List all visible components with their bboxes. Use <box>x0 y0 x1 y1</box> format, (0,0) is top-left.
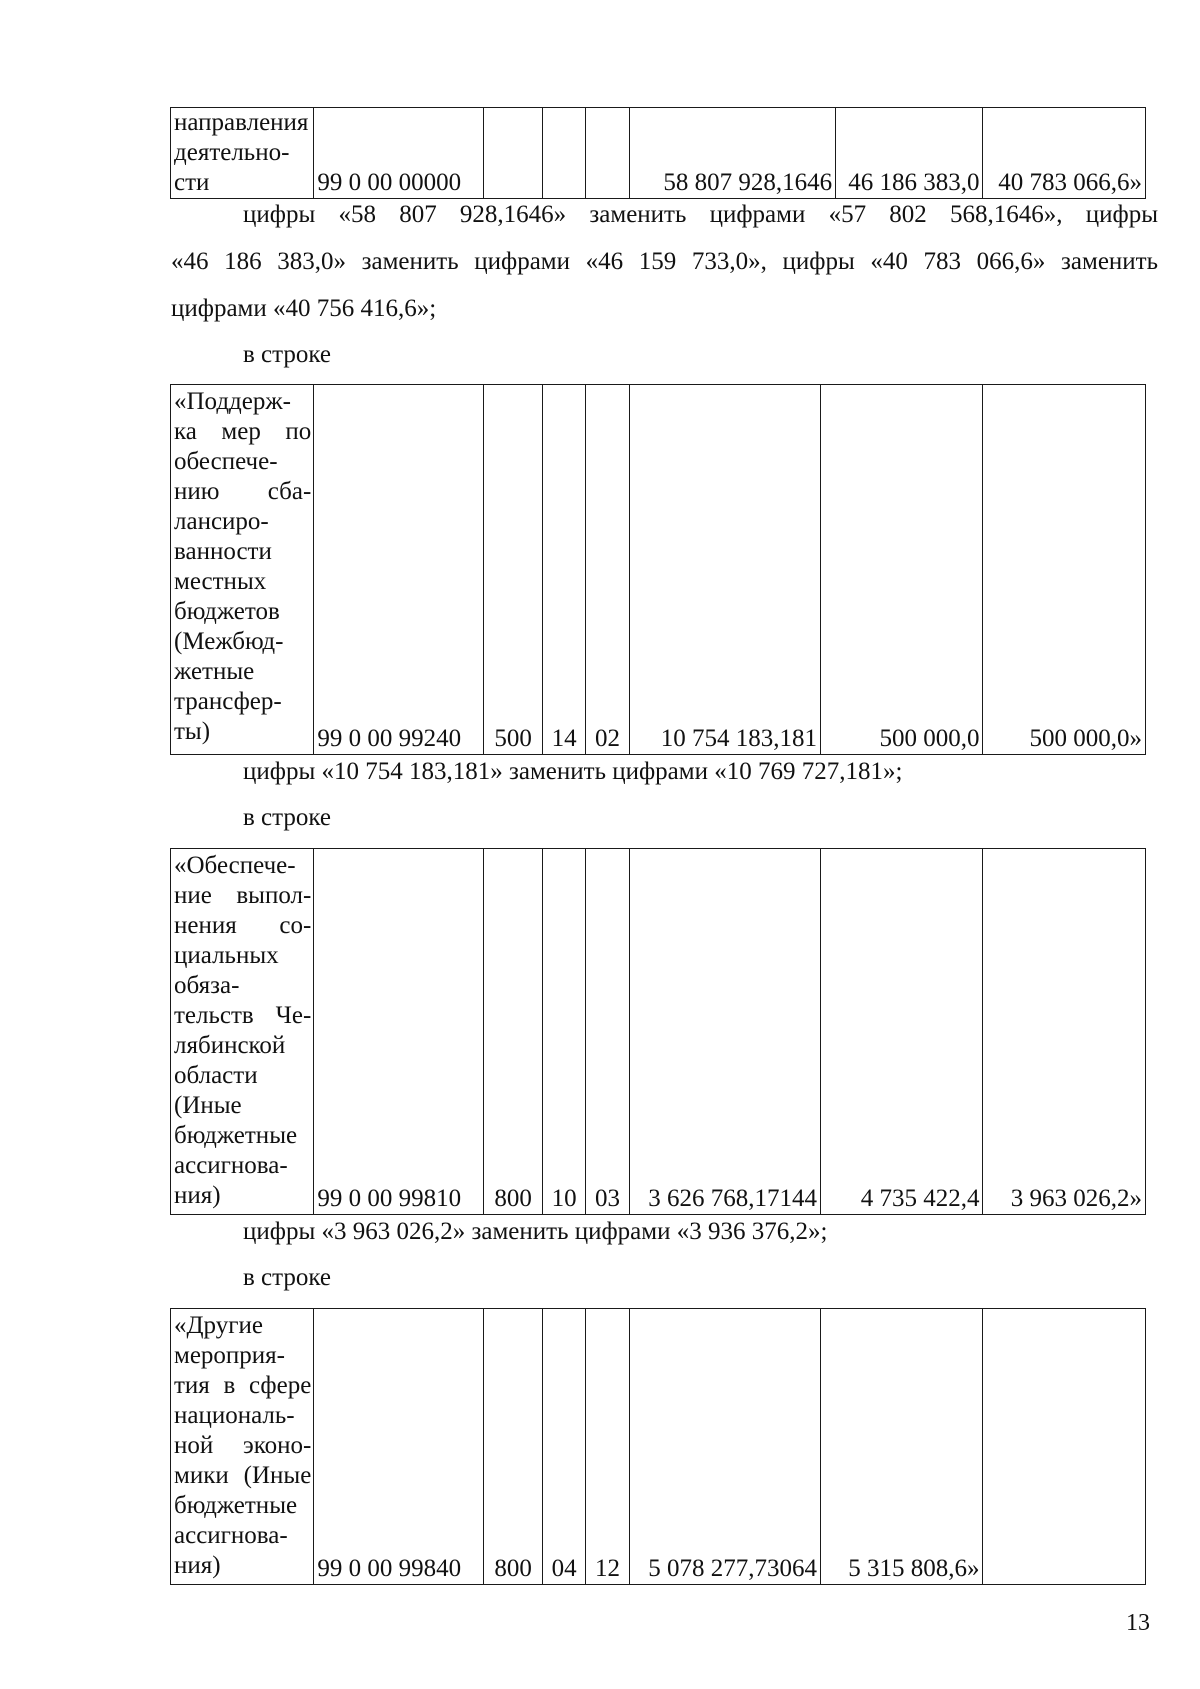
subsection-cell: 12 <box>585 1309 629 1585</box>
row-name-line: «Поддерж- <box>174 388 291 415</box>
section-cell: 14 <box>543 385 585 755</box>
amount-year3-cell: 500 000,0» <box>983 385 1146 755</box>
in-row-label: в строке <box>243 804 332 831</box>
row-name-line: жетные <box>174 658 255 685</box>
row-name-line: бюджетов <box>174 598 280 625</box>
section-cell <box>543 108 585 199</box>
expense-type-cell <box>483 108 543 199</box>
row-name-line: «Обеспече- <box>174 852 296 879</box>
in-row-label: в строке <box>243 341 332 368</box>
amount-year2-cell: 46 186 383,0 <box>836 108 983 199</box>
section-cell: 04 <box>543 1309 585 1585</box>
row-name-line: нию сба- <box>174 478 312 505</box>
row-name-line: сти <box>174 169 210 196</box>
row-name-line: лябинской <box>174 1032 286 1059</box>
row-name-line: (Иные <box>174 1092 242 1119</box>
in-row-label: в строке <box>243 1264 332 1291</box>
row-name-line: нения со- <box>174 912 312 939</box>
page-number: 13 <box>1126 1610 1150 1636</box>
row-name-line: националь- <box>174 1402 295 1429</box>
target-code-cell: 99 0 00 99810 <box>314 849 484 1215</box>
row-name-line: мики (Иные <box>174 1462 312 1489</box>
row-name-line: ты) <box>174 718 211 745</box>
subsection-cell <box>585 108 629 199</box>
amount-year1-cell: 5 078 277,73064 <box>630 1309 821 1585</box>
row-name-line: (Межбюд- <box>174 628 284 655</box>
expense-type-cell: 800 <box>483 849 543 1215</box>
replace-instruction-2: цифры «10 754 183,181» заменить цифрами «10 769 727,181»; <box>243 758 903 785</box>
row-name-line: циальных <box>174 942 279 969</box>
row-name-line: ка мер по <box>174 418 312 445</box>
section-cell: 10 <box>543 849 585 1215</box>
row-name-line: области <box>174 1062 258 1089</box>
amount-year3-cell <box>983 1309 1146 1585</box>
row-name-line: деятельно- <box>174 139 290 166</box>
subsection-cell: 02 <box>585 385 629 755</box>
target-code-cell: 99 0 00 99840 <box>314 1309 484 1585</box>
replace-instruction-3: цифры «3 963 026,2» заменить цифрами «3 936 376,2»; <box>243 1218 828 1245</box>
row-name-cell <box>171 385 314 755</box>
budget-table-4 <box>170 1308 1146 1585</box>
row-name-line: тельств Че- <box>174 1002 312 1029</box>
amount-year3-cell: 3 963 026,2» <box>983 849 1146 1215</box>
amount-year3-cell: 40 783 066,6» <box>983 108 1146 199</box>
row-name-line: трансфер- <box>174 688 282 715</box>
row-name-line: ния) <box>174 1182 221 1209</box>
row-name-line: бюджетные <box>174 1122 298 1149</box>
target-code-cell: 99 0 00 00000 <box>314 108 484 199</box>
row-name-line: «Другие <box>174 1312 263 1339</box>
row-name-line: ной эконо- <box>174 1432 312 1459</box>
budget-table-2 <box>170 384 1146 755</box>
replace-instruction-1-line-1: цифры «58 807 928,1646» заменить цифрами «57 802 568,1646», цифры <box>243 201 1158 228</box>
row-name-line: ние выпол- <box>174 882 312 909</box>
row-name-line: обеспече- <box>174 448 278 475</box>
amount-year2-cell: 500 000,0 <box>820 385 983 755</box>
expense-type-cell: 500 <box>483 385 543 755</box>
replace-instruction-1-line-2: «46 186 383,0» заменить цифрами «46 159 733,0», цифры «40 783 066,6» заменить <box>171 248 1158 275</box>
row-name-line: ассигнова- <box>174 1522 288 1549</box>
row-name-line: ассигнова- <box>174 1152 288 1179</box>
amount-year2-cell: 5 315 808,6» <box>820 1309 983 1585</box>
row-name-line: ванности <box>174 538 272 565</box>
row-name-line: тия в сфере <box>174 1372 312 1399</box>
expense-type-cell: 800 <box>483 1309 543 1585</box>
budget-table-1 <box>170 107 1146 199</box>
row-name-line: ния) <box>174 1552 221 1579</box>
amount-year1-cell: 58 807 928,1646 <box>630 108 836 199</box>
replace-instruction-1-line-3: цифрами «40 756 416,6»; <box>171 295 437 322</box>
row-name-line: обяза- <box>174 972 240 999</box>
row-name-cell <box>171 849 314 1215</box>
row-name-line: бюджетные <box>174 1492 298 1519</box>
target-code-cell: 99 0 00 99240 <box>314 385 484 755</box>
row-name-line: местных <box>174 568 267 595</box>
amount-year1-cell: 3 626 768,17144 <box>630 849 821 1215</box>
budget-table-3 <box>170 848 1146 1215</box>
row-name-line: мероприя- <box>174 1342 285 1369</box>
amount-year2-cell: 4 735 422,4 <box>820 849 983 1215</box>
row-name-line: направления <box>174 109 309 136</box>
subsection-cell: 03 <box>585 849 629 1215</box>
row-name-cell <box>171 108 314 199</box>
amount-year1-cell: 10 754 183,181 <box>630 385 821 755</box>
row-name-line: лансиро- <box>174 508 269 535</box>
row-name-cell <box>171 1309 314 1585</box>
